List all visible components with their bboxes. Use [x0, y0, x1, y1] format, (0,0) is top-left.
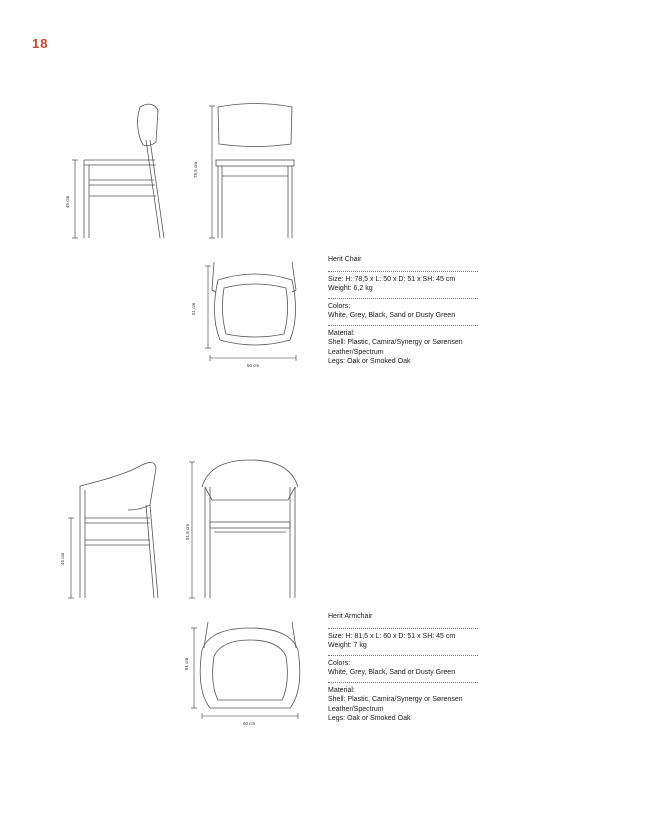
armchair-legs: Legs: Oak or Smoked Oak — [328, 715, 411, 722]
chair-material-label: Material: — [328, 329, 355, 337]
armchair-weight: Weight: 7 kg — [328, 642, 367, 649]
armchair-seat-height-label: 45 cm — [60, 552, 65, 565]
chair-colors: White, Grey, Black, Sand or Dusty Green — [328, 312, 456, 319]
armchair-top-view — [191, 622, 300, 719]
armchair-spec-colors-row — [328, 656, 478, 683]
chair-height-label: 78,5 cm — [193, 161, 198, 178]
armchair-depth-label: 51 cm — [184, 657, 189, 670]
chair-spec-title-row — [328, 252, 478, 272]
armchair-size: Size: H: 81,5 x L: 60 x D: 51 x SH: 45 cm — [328, 632, 456, 640]
page-number: 18 — [32, 36, 49, 51]
armchair-side-view — [68, 462, 158, 598]
armchair-spec-block — [328, 609, 478, 728]
chair-side-view — [72, 104, 164, 238]
chair-spec-colors-row — [328, 299, 478, 326]
chair-title: Herit Chair — [328, 256, 362, 263]
chair-seat-height-label: 45 cm — [65, 195, 70, 208]
armchair-front-view — [189, 460, 298, 598]
chair-colors-label: Colors: — [328, 302, 351, 310]
armchair-material-label: Material: — [328, 686, 355, 694]
chair-spec-block — [328, 252, 478, 371]
chair-front-view — [209, 104, 294, 239]
chair-top-view — [205, 262, 296, 361]
armchair-colors: White, Grey, Black, Sand or Dusty Green — [328, 669, 456, 676]
armchair-spec-material-row — [328, 683, 478, 728]
armchair-title: Herit Armchair — [328, 613, 373, 620]
chair-shell: Shell: Plastic, Camira/Synergy or Sørensen Leather/Spectrum — [328, 339, 463, 356]
armchair-width-label: 60 cm — [243, 721, 256, 726]
chair-spec-material-row — [328, 326, 478, 371]
chair-size: Size: H: 78,5 x L: 50 x D: 51 x SH: 45 cm — [328, 275, 456, 283]
armchair-spec-title-row — [328, 609, 478, 629]
chair-spec-size-row — [328, 272, 478, 299]
armchair-colors-label: Colors: — [328, 659, 351, 667]
armchair-height-label: 81,5 cm — [185, 523, 190, 540]
chair-width-label: 50 cm — [247, 363, 260, 368]
chair-weight: Weight: 6,2 kg — [328, 285, 373, 292]
armchair-spec-size-row — [328, 629, 478, 656]
armchair-shell: Shell: Plastic, Camira/Synergy or Sørensen Leather/Spectrum — [328, 696, 463, 713]
chair-legs: Legs: Oak or Smoked Oak — [328, 358, 411, 365]
chair-depth-label: 51 cm — [191, 302, 196, 315]
